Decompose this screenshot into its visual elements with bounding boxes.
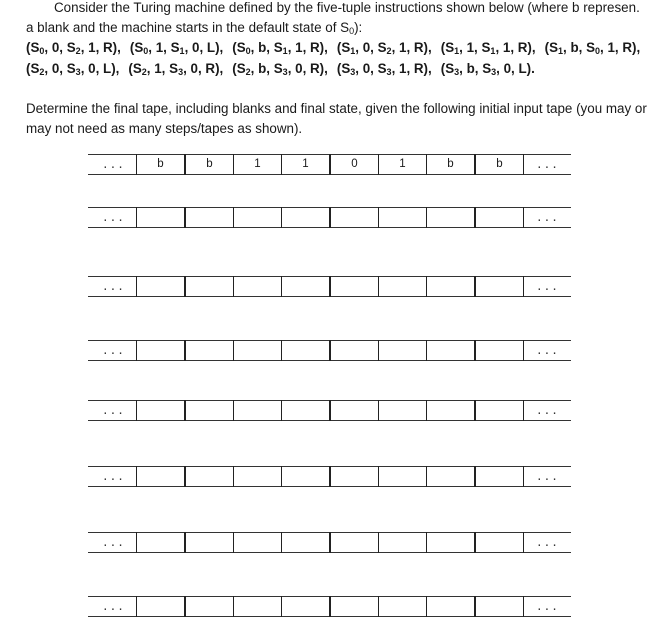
tape-left-ellipsis: ... xyxy=(102,536,125,549)
tuple-state-sub: 2 xyxy=(245,67,251,77)
tuple-open: (S xyxy=(440,40,455,55)
tuple-state-sub: 1 xyxy=(558,46,564,56)
tape-right-ellipsis: ... xyxy=(536,211,559,224)
intro-line-1: Consider the Turing machine defined by the five-tuple instructions shown below (where b represen. xyxy=(54,0,640,15)
tape-cell[interactable] xyxy=(233,276,282,297)
tuple-state-sub: 1 xyxy=(454,46,460,56)
tape-cell[interactable] xyxy=(233,466,282,487)
tuple-mid: , b, S xyxy=(459,61,492,76)
tuple-open: (S xyxy=(128,61,142,76)
tuple-next-state-sub: 3 xyxy=(75,67,81,77)
tape-row xyxy=(88,532,571,552)
tape-cell[interactable]: 0 xyxy=(330,154,379,175)
tape-cell[interactable] xyxy=(330,340,379,361)
tape-cell[interactable]: b xyxy=(475,154,524,175)
tape-row xyxy=(88,466,571,486)
tape-cell[interactable] xyxy=(185,400,234,421)
tape-cell[interactable] xyxy=(281,276,330,297)
tape-cell[interactable] xyxy=(281,596,330,617)
tape-cell[interactable]: 1 xyxy=(281,154,330,175)
tape-cell[interactable] xyxy=(330,400,379,421)
tuple-next-state-sub: 3 xyxy=(491,67,497,77)
tape-cell[interactable]: b xyxy=(136,154,185,175)
tape-cell[interactable] xyxy=(185,276,234,297)
tape-right-ellipsis: ... xyxy=(536,280,559,293)
tape-cell[interactable] xyxy=(330,466,379,487)
tuple-end: , 0, R), xyxy=(183,61,224,76)
tuple-open: (S xyxy=(232,40,246,55)
tuple xyxy=(545,40,641,55)
tape-cell[interactable] xyxy=(281,532,330,553)
tape-cell[interactable] xyxy=(330,207,379,228)
tuple-next-state-sub: 1 xyxy=(179,46,185,56)
tape-cell[interactable] xyxy=(378,276,427,297)
tuple-end: , 0, L), xyxy=(184,40,224,55)
tuple-row-2 xyxy=(26,61,544,77)
tape-cell[interactable] xyxy=(475,532,524,553)
tuple-next-state-sub: 2 xyxy=(386,46,392,56)
tuple-end: , 1, R), xyxy=(495,40,536,55)
intro-line-2-text: a blank and the machine starts in the default state of S xyxy=(26,20,350,35)
tuple xyxy=(337,61,432,76)
tuple-end: , 0, L). xyxy=(496,61,535,76)
tape-cell[interactable] xyxy=(475,276,524,297)
tuple-next-state-sub: 2 xyxy=(75,46,81,56)
tuple-mid: , 0, S xyxy=(355,40,387,55)
tape-cell[interactable] xyxy=(136,596,185,617)
tuple-state-sub: 2 xyxy=(141,67,147,77)
tuple xyxy=(232,40,328,55)
tape-cell[interactable] xyxy=(233,596,282,617)
tape-row xyxy=(88,207,571,227)
tuple-open: (S xyxy=(336,40,351,55)
tape-cell[interactable] xyxy=(185,340,234,361)
tuple-mid: , 1, S xyxy=(146,61,179,76)
tape-cell[interactable] xyxy=(281,340,330,361)
tape-cell[interactable] xyxy=(426,207,475,228)
tape-row xyxy=(88,400,571,420)
tape-cell[interactable] xyxy=(136,532,185,553)
tape-left-ellipsis: ... xyxy=(102,600,125,613)
tape-cell[interactable] xyxy=(233,340,282,361)
tuple-mid: , b, S xyxy=(563,40,596,55)
tuple-open: (S xyxy=(129,40,144,55)
tuple-state-sub: 0 xyxy=(39,46,45,56)
intro-line-2-end: ): xyxy=(354,20,363,35)
tape-left-ellipsis: ... xyxy=(102,211,125,224)
tuple-open: (S xyxy=(440,61,455,76)
tuple-open: (S xyxy=(336,61,351,76)
tape-cell[interactable] xyxy=(185,207,234,228)
tape-left-ellipsis: ... xyxy=(102,470,125,483)
tape-cell[interactable] xyxy=(378,400,427,421)
tape-cell[interactable] xyxy=(136,276,185,297)
tape-cell[interactable]: 1 xyxy=(378,154,427,175)
tape-cell[interactable] xyxy=(185,466,234,487)
tape-cell[interactable] xyxy=(378,596,427,617)
tuple-next-state-sub: 0 xyxy=(595,46,601,56)
tuple-end: , 1, R), xyxy=(80,40,121,55)
tape-row xyxy=(88,154,571,174)
tape-cell[interactable] xyxy=(426,596,475,617)
tape-cell[interactable] xyxy=(475,596,524,617)
tape-cell[interactable] xyxy=(378,340,427,361)
question-line-2: may not need as many steps/tapes as shown). xyxy=(26,121,303,136)
tuple-end: , 1, R), xyxy=(287,40,328,55)
tuple-mid: , 1, S xyxy=(148,40,180,55)
tape-cell[interactable] xyxy=(426,400,475,421)
intro-line-2 xyxy=(26,20,362,36)
tuple-state-sub: 0 xyxy=(245,46,251,56)
tuple-end: , 1, R), xyxy=(391,61,432,76)
tuple xyxy=(26,40,121,55)
tape-cell[interactable] xyxy=(185,596,234,617)
tape-left-ellipsis: ... xyxy=(102,404,125,417)
tuple-next-state-sub: 3 xyxy=(282,67,288,77)
tuple-mid: , 0, S xyxy=(355,61,387,76)
tape-cell[interactable] xyxy=(475,207,524,228)
tape-cell[interactable]: b xyxy=(185,154,234,175)
tuple-mid: , 0, S xyxy=(44,61,76,76)
intro-line-2-sub: 0 xyxy=(349,26,355,36)
tuple-mid: , b, S xyxy=(250,61,283,76)
tape-cell[interactable] xyxy=(378,207,427,228)
tuple-end: , 0, R), xyxy=(287,61,328,76)
tuple xyxy=(441,40,536,55)
tuple xyxy=(232,61,328,76)
tuple-state-sub: 2 xyxy=(39,67,45,77)
tuple xyxy=(441,61,535,76)
tuple-state-sub: 3 xyxy=(350,67,356,77)
tape-cell[interactable] xyxy=(136,466,185,487)
tape-cell[interactable] xyxy=(426,532,475,553)
tape-left-ellipsis: ... xyxy=(102,344,125,357)
tuple-mid: , 0, S xyxy=(44,40,76,55)
tuple-end: , 1, R), xyxy=(600,40,641,55)
tuple-next-state-sub: 3 xyxy=(386,67,392,77)
tape-cell[interactable] xyxy=(426,276,475,297)
tape-cell[interactable] xyxy=(378,532,427,553)
tuple-row-1 xyxy=(26,40,649,56)
tape-cell[interactable] xyxy=(330,596,379,617)
tape-cell[interactable] xyxy=(330,276,379,297)
tape-cell[interactable]: 1 xyxy=(233,154,282,175)
tuple-state-sub: 3 xyxy=(454,67,460,77)
tape-row xyxy=(88,596,571,616)
tuple xyxy=(128,61,223,76)
tape-row xyxy=(88,340,571,360)
tuple xyxy=(26,61,119,76)
tape-cell[interactable] xyxy=(233,400,282,421)
tuple-state-sub: 1 xyxy=(350,46,356,56)
tape-row xyxy=(88,276,571,296)
tape-cell[interactable] xyxy=(281,207,330,228)
tape-cell[interactable] xyxy=(475,400,524,421)
tuple xyxy=(130,40,223,55)
tape-right-ellipsis: ... xyxy=(536,344,559,357)
tuple-mid: , 1, S xyxy=(459,40,491,55)
tuple-state-sub: 0 xyxy=(143,46,149,56)
tape-cell[interactable] xyxy=(378,466,427,487)
tape-cell[interactable] xyxy=(281,400,330,421)
tape-left-ellipsis: ... xyxy=(102,158,125,171)
tuple-end: , 1, R), xyxy=(391,40,432,55)
tuple-next-state-sub: 1 xyxy=(282,46,288,56)
tape-cell[interactable] xyxy=(233,532,282,553)
question-line-1: Determine the final tape, including blanks and final state, given the following initial input tape (you may or xyxy=(26,101,647,116)
tape-cell[interactable] xyxy=(281,466,330,487)
tape-cell[interactable] xyxy=(136,400,185,421)
tape-right-ellipsis: ... xyxy=(536,470,559,483)
tape-cell[interactable] xyxy=(475,466,524,487)
tape-cell[interactable] xyxy=(185,532,234,553)
tape-cell[interactable] xyxy=(330,532,379,553)
tape-right-ellipsis: ... xyxy=(536,404,559,417)
tuple-next-state-sub: 1 xyxy=(490,46,496,56)
tape-cell[interactable]: b xyxy=(426,154,475,175)
tape-left-ellipsis: ... xyxy=(102,280,125,293)
tape-cell[interactable] xyxy=(136,207,185,228)
tape-right-ellipsis: ... xyxy=(536,158,559,171)
tuple-open: (S xyxy=(26,40,40,55)
tuple-end: , 0, L), xyxy=(80,61,120,76)
tuple-open: (S xyxy=(26,61,40,76)
tape-cell[interactable] xyxy=(426,340,475,361)
tape-cell[interactable] xyxy=(426,466,475,487)
tuple-open: (S xyxy=(232,61,246,76)
tape-right-ellipsis: ... xyxy=(536,536,559,549)
tape-cell[interactable] xyxy=(136,340,185,361)
tape-right-ellipsis: ... xyxy=(536,600,559,613)
tape-cell[interactable] xyxy=(233,207,282,228)
tuple-next-state-sub: 3 xyxy=(178,67,184,77)
tape-cell[interactable] xyxy=(475,340,524,361)
tuple-open: (S xyxy=(544,40,559,55)
tuple-mid: , b, S xyxy=(250,40,283,55)
tuple xyxy=(337,40,432,55)
